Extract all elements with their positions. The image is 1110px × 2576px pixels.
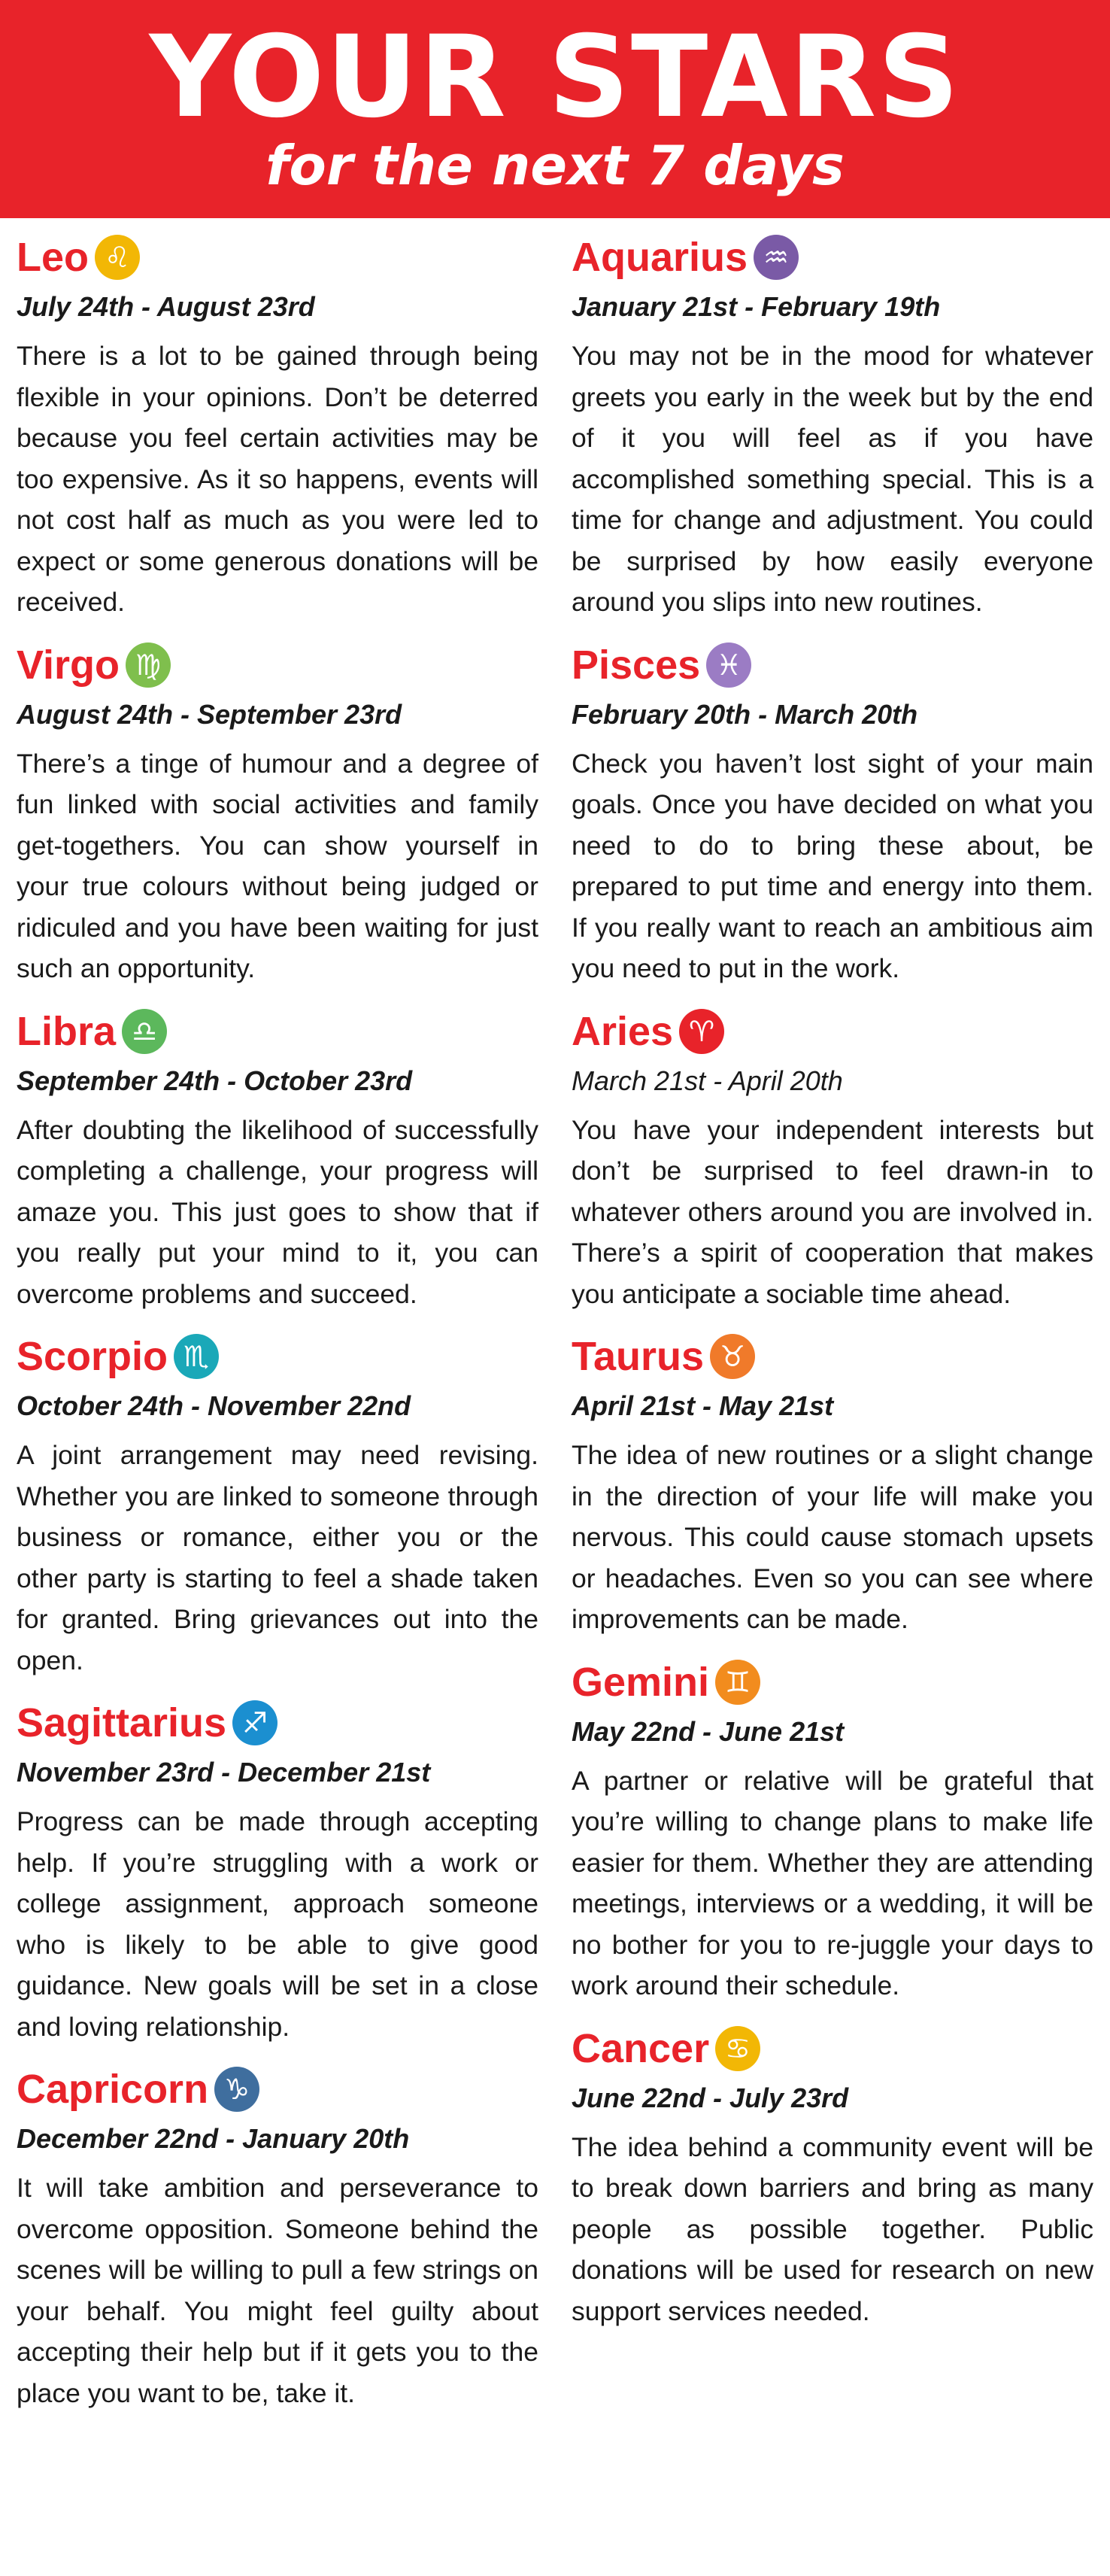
sign-heading — [17, 1691, 538, 1754]
sign-name: Taurus — [572, 1334, 705, 1379]
sign-heading — [17, 1000, 538, 1063]
sagittarius-icon: ♐ — [232, 1700, 278, 1745]
sign-dates: August 24th - September 23rd — [17, 698, 402, 730]
sign-dates: April 21st - May 21st — [572, 1390, 834, 1421]
sign-forecast: You have your independent interests but don’t be surprised to feel drawn-in to whatever others around you are involved in. There’s a spirit of cooperation that makes you anticipate a sociable time ahead. — [572, 1114, 1093, 1309]
sign-heading — [17, 2058, 538, 2121]
libra-icon: ♎ — [122, 1009, 167, 1054]
sign-name: Cancer — [572, 2025, 710, 2071]
sign-entry-scorpio — [17, 1325, 538, 1681]
sign-forecast: The idea behind a community event will be to break down barriers and bring as many people as possible together. Public donations will be used for research on new support services needed. — [572, 2131, 1093, 2326]
sign-name: Pisces — [572, 642, 701, 688]
sign-forecast: Check you haven’t lost sight of your main goals. Once you have decided on what you need to do to bring these about, be prepared to put time and energy into them. If you really want to reach an ambitious aim you need to put in the work. — [572, 748, 1093, 983]
sign-heading — [572, 1651, 1093, 1714]
horoscope-columns — [0, 218, 1093, 2424]
sign-dates: June 22nd - July 23rd — [572, 2082, 849, 2113]
sign-entry-gemini — [572, 1651, 1093, 2006]
sign-dates: December 22nd - January 20th — [17, 2123, 410, 2154]
sign-entry-virgo — [17, 633, 538, 989]
sign-entry-taurus — [572, 1325, 1093, 1640]
sign-entry-aquarius — [572, 226, 1093, 623]
aries-icon: ♈ — [679, 1009, 724, 1054]
pisces-icon: ♓ — [706, 642, 751, 688]
header-banner — [0, 0, 1110, 218]
sign-forecast: After doubting the likelihood of successfully completing a challenge, your progress will amaze you. This just goes to show that if you really put your mind to it, you can overcome problems and succeed. — [17, 1114, 538, 1309]
sign-forecast: It will take ambition and perseverance to overcome opposition. Someone behind the scenes will be willing to pull a few strings on your behalf. You might feel guilty about accepting their help but if it gets you to the place you want to be, take it. — [17, 2173, 538, 2408]
aquarius-icon: ♒ — [754, 235, 799, 280]
sign-heading — [572, 1000, 1093, 1063]
gemini-icon: ♊ — [715, 1660, 760, 1705]
sign-forecast: You may not be in the mood for whatever greets you early in the week but by the end of it you will feel as if you have accomplished something special. This is a time for change and adjustment. You could be surprised by how easily everyone around you slips into new routines. — [572, 341, 1093, 617]
sign-heading — [17, 633, 538, 697]
sign-name: Libra — [17, 1008, 117, 1054]
sign-heading — [572, 633, 1093, 697]
sign-forecast: Progress can be made through accepting help. If you’re struggling with a work or college assignment, approach someone who is likely to be able to give good guidance. New goals will be set in a close and loving relationship. — [17, 1806, 538, 2042]
page-subtitle: for the next 7 days — [265, 134, 845, 197]
left-column — [17, 226, 538, 2424]
sign-name: Aries — [572, 1008, 674, 1054]
sign-dates: May 22nd - June 21st — [572, 1715, 845, 1747]
sign-entry-libra — [17, 1000, 538, 1315]
sign-entry-leo — [17, 226, 538, 623]
sign-name: Aquarius — [572, 235, 748, 280]
sign-dates: March 21st - April 20th — [572, 1065, 843, 1096]
sign-name: Capricorn — [17, 2067, 209, 2112]
taurus-icon: ♉ — [710, 1334, 755, 1379]
sign-entry-pisces — [572, 633, 1093, 989]
sign-forecast: A partner or relative will be grateful that you’re willing to change plans to make life easier for them. Whether they are attending meetings, interviews or a wedding, it will be no bother for you to re-juggle your days to work around their schedule. — [572, 1765, 1093, 2000]
leo-icon: ♌ — [95, 235, 140, 280]
sign-heading — [17, 226, 538, 289]
sign-name: Gemini — [572, 1659, 710, 1705]
sign-dates: July 24th - August 23rd — [17, 291, 315, 322]
scorpio-icon: ♏ — [174, 1334, 219, 1379]
sign-dates: October 24th - November 22nd — [17, 1390, 411, 1421]
sign-heading — [572, 2017, 1093, 2080]
sign-dates: January 21st - February 19th — [572, 291, 941, 322]
cancer-icon: ♋ — [715, 2026, 760, 2071]
sign-forecast: There is a lot to be gained through being flexible in your opinions. Don’t be deterred because you feel certain activities may be too expensive. As it so happens, events will not cost half as much as you were led to expect or some generous donations will be received. — [17, 341, 538, 617]
sign-heading — [572, 1325, 1093, 1388]
sign-entry-cancer — [572, 2017, 1093, 2332]
sign-forecast: A joint arrangement may need revising. Whether you are linked to someone through business or romance, either you or the other party is starting to feel a shade taken for granted. Bring grievances out into the open. — [17, 1440, 538, 1675]
sign-dates: November 23rd - December 21st — [17, 1757, 431, 1788]
sign-heading — [17, 1325, 538, 1388]
sign-name: Sagittarius — [17, 1700, 227, 1745]
sign-name: Virgo — [17, 642, 120, 688]
virgo-icon: ♍ — [126, 642, 171, 688]
sign-forecast: There’s a tinge of humour and a degree of fun linked with social activities and family get-togethers. You can show yourself in your true colours without being judged or ridiculed and you have been waiting for just such an opportunity. — [17, 748, 538, 983]
sign-forecast: The idea of new routines or a slight change in the direction of your life will make you nervous. This could cause stomach upsets or headaches. Even so you can see where improvements can be made. — [572, 1440, 1093, 1634]
sign-name: Leo — [17, 235, 89, 280]
sign-dates: September 24th - October 23rd — [17, 1065, 413, 1096]
sign-name: Scorpio — [17, 1334, 168, 1379]
page-title: YOUR STARS — [149, 12, 961, 143]
right-column — [572, 226, 1093, 2424]
sign-entry-capricorn — [17, 2058, 538, 2413]
capricorn-icon: ♑ — [214, 2067, 259, 2112]
sign-dates: February 20th - March 20th — [572, 698, 918, 730]
sign-entry-sagittarius — [17, 1691, 538, 2047]
sign-heading — [572, 226, 1093, 289]
sign-entry-aries — [572, 1000, 1093, 1315]
